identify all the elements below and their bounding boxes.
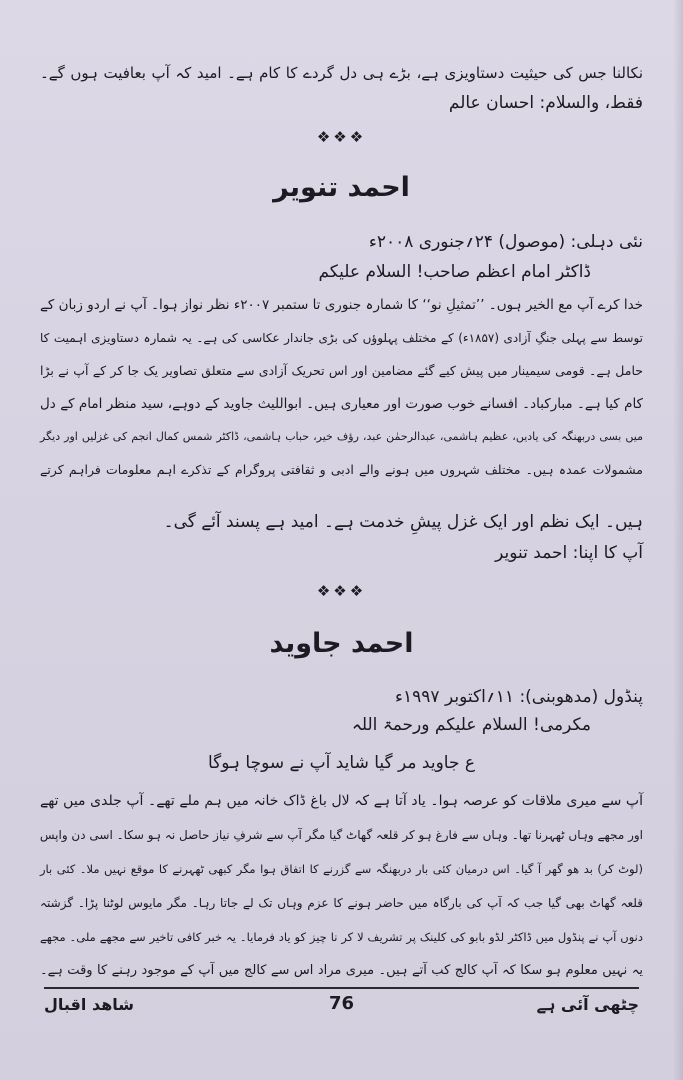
letter-body-line: مشمولات عمدہ ہیں۔ مختلف شہروں میں ہونے والے ادبی و ثقافتی پروگرام کے تذکرے اہم معلومات فراہم کرتے [40,462,643,477]
page-number: 76 [328,993,355,1014]
letter1-closing-line: نکالنا جس کی حیثیت دستاویزی ہے، بڑے ہی دل گردے کا کام ہے۔ امید کہ آپ بعافیت ہوں گے۔ [40,64,643,82]
letter-body-line: دنوں آپ نے پنڈول میں ڈاکٹر لڈو بابو کی کلینک پر تشریف لا کر نا چیز کو یاد فرمایا۔ یہ خبر کافی تاخیر سے مجھے ملی۔ مجھے [40,930,643,944]
section-heading-ahmad-javed: احمد جاوید [269,628,414,659]
letter-place-date: نئی دہلی: (موصول) ۲۴؍جنوری ۲۰۰۸ء [368,232,643,252]
letter-body-line: کام کیا ہے۔ مبارکباد۔ افسانے خوب صورت اور معیاری ہیں۔ ابواللیث جاوید کے دوہے، سید منظر امام کے دل [40,396,643,412]
separator-ornament: ❖❖❖ [316,128,367,146]
letter1-signoff: فقط، والسلام: احسان عالم [448,93,643,113]
footer-divider [44,987,639,989]
letter-place-date: پنڈول (مدھوبنی): ۱۱؍اکتوبر ۱۹۹۷ء [395,687,643,707]
letter-body-line: یہ نہیں معلوم ہو سکا کہ آپ کالج کب آتے ہیں۔ میری مراد اس سے کالج میں آپ کے موجود رہنے کا وقت ہے۔ [40,963,643,978]
letter-body-line: (لوٹ کر) بد ھو گھر آ گیا۔ اس درمیان کئی بار دربھنگہ سے گزرنے کا اتفاق ہوا مگر کبھی ٹھہرنے کا موقع نہیں ملا۔ کئی بار [40,862,643,876]
letter-body-line: خدا کرے آپ مع الخیر ہوں۔ ’’تمثیلِ نو‘‘ کا شمارہ جنوری تا ستمبر ۲۰۰۷ء نظر نواز ہوا۔ آپ نے اردو زبان کے [40,297,643,313]
verse-line: ع جاوید مر گیا شاید آپ نے سوچا ہوگا [207,753,476,773]
letter-body-line: قلعہ گھاٹ بھی گیا جب کہ آپ کی بارگاہ میں حاضر ہونے کا عزم وہاں تک لے جاتا رہا۔ مگر مایوس لوٹنا پڑا۔ گزشتہ [40,896,643,910]
page-edge-shadow [673,0,683,1080]
letter-body-line: حامل ہے۔ قومی سیمینار میں پیش کیے گئے مضامین اور اس تحریک آزادی سے متعلق تصاویر یک جا کر کے آپ نے بڑا [40,363,643,378]
letter-body-line: میں بسی دربھنگہ کی یادیں، عظیم ہاشمی، عبدالرحمٰن عبد، رؤف خیر، حباب ہاشمی، ڈاکٹر شمس کمال انجم کی غزلیں اور دیگر [40,430,643,443]
letter-signoff: آپ کا اپنا: احمد تنویر [495,543,643,563]
separator-ornament: ❖❖❖ [316,582,367,600]
letter-body-line: ہیں۔ ایک نظم اور ایک غزل پیشِ خدمت ہے۔ امید ہے پسند آئے گی۔ [163,512,643,532]
footer-book-title: چٹھی آئی ہے [536,995,639,1014]
letter-salutation: مکرمی! السلام علیکم ورحمۃ اللہ [351,715,591,735]
letter-body-line: توسط سے پہلی جنگِ آزادی (۱۸۵۷ء) کے مختلف پہلوؤں کی بڑی جاندار عکاسی کی ہے۔ یہ شمارہ دستاویزی اہمیت کا [40,331,643,345]
section-heading-ahmad-tanveer: احمد تنویر [273,172,410,203]
footer-author: شاهد اقبال [44,995,135,1014]
letter-salutation: ڈاکٹر امام اعظم صاحب! السلام علیکم [318,262,591,282]
page-footer [44,991,639,1021]
letter-body-line: اور مجھے وہاں ٹھہرنا تھا۔ وہاں سے فارغ ہو کر قلعہ گھاٹ گیا مگر آپ سے شرفِ نیاز حاصل نہ ہو سکا۔ اسی دن واپس [39,828,643,842]
letter-body-line: آپ سے میری ملاقات کو عرصہ ہوا۔ یاد آتا ہے کہ لال باغ ڈاک خانہ میں ہم ملے تھے۔ آپ جلدی میں تھے [40,793,643,809]
